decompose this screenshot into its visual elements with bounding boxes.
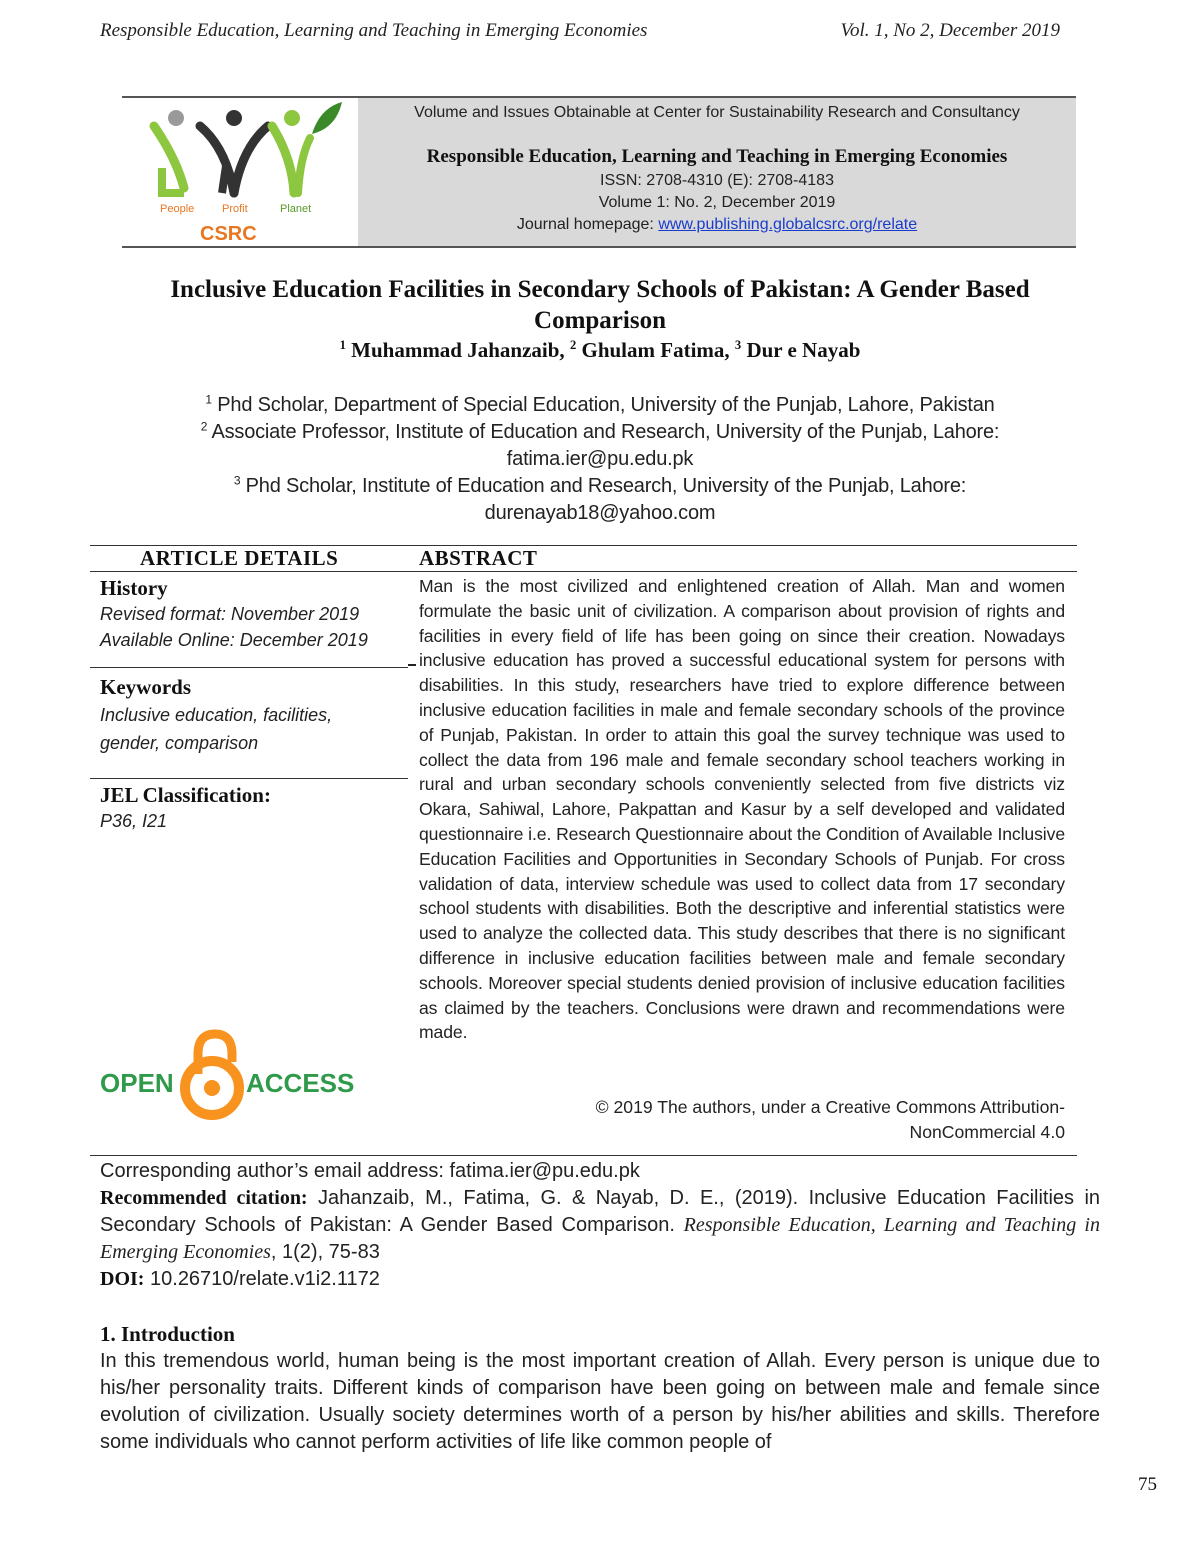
license-notice	[419, 1095, 1065, 1145]
author-number: 1	[339, 338, 346, 352]
affiliations	[110, 392, 1090, 527]
author-name: Muhammad Jahanzaib,	[351, 338, 565, 362]
jel-label: JEL Classification:	[100, 783, 271, 807]
doi-value[interactable]: 10.26710/relate.v1i2.1172	[144, 1268, 380, 1290]
license-line: © 2019 The authors, under a Creative Commons Attribution-	[595, 1097, 1065, 1117]
citation-journal: Responsible Education, Learning and Teaching in Emerging Economies	[100, 1214, 1100, 1263]
masthead-journal-title: Responsible Education, Learning and Teaching in Emerging Economies	[426, 146, 1008, 167]
running-header-journal: Responsible Education, Learning and Teaching in Emerging Economies	[100, 20, 648, 41]
running-header-volume: Vol. 1, No 2, December 2019	[840, 20, 1060, 41]
affiliation-text: Associate Professor, Institute of Education and Research, University of the Punjab, Lahore:	[211, 421, 1000, 443]
citation-label: Recommended citation:	[100, 1187, 308, 1209]
affiliation-email[interactable]: durenayab18@yahoo.com	[484, 502, 716, 524]
access-label: ACCESS	[246, 1068, 355, 1098]
affiliation-text: Phd Scholar, Department of Special Education, University of the Punjab, Lahore, Pakistan	[217, 394, 995, 416]
masthead-info	[358, 98, 1076, 246]
keywords-line: gender, comparison	[100, 733, 259, 753]
affiliation	[110, 419, 1090, 446]
history-label: History	[100, 576, 168, 600]
logo-word-profit: Profit	[222, 203, 248, 215]
logo-word-planet: Planet	[280, 203, 312, 215]
article-title: Inclusive Education Facilities in Secondary Schools of Pakistan: A Gender Based Comparison	[170, 276, 1030, 334]
jel-section	[100, 782, 405, 834]
author-name: Ghulam Fatima,	[581, 338, 730, 362]
logo-word-people: People	[160, 203, 195, 215]
citation-pages: , 1(2), 75-83	[270, 1241, 380, 1263]
homepage-link[interactable]: www.publishing.globalcsrc.org/relate	[658, 216, 918, 233]
keywords-line: Inclusive education, facilities,	[100, 705, 333, 725]
page-number: 75	[1138, 1474, 1157, 1495]
affiliation-email[interactable]: fatima.ier@pu.edu.pk	[506, 448, 694, 470]
history-section	[100, 575, 405, 653]
running-header	[100, 20, 1060, 42]
corresponding-author	[100, 1158, 1100, 1185]
jel-codes: P36, I21	[100, 811, 168, 831]
masthead-issn: ISSN: 2708-4310 (E): 2708-4183	[600, 172, 834, 189]
doi-label: DOI:	[100, 1268, 145, 1290]
article-details-heading: ARTICLE DETAILS	[140, 546, 339, 570]
leaf-icon	[312, 102, 342, 134]
abstract-heading: ABSTRACT	[419, 546, 538, 570]
affiliation	[110, 473, 1090, 500]
affiliation-number: 2	[200, 419, 208, 434]
revised-date: Revised format: November 2019	[100, 604, 360, 624]
masthead-homepage	[358, 216, 1076, 234]
homepage-label: Journal homepage:	[516, 216, 659, 233]
online-date: Available Online: December 2019	[100, 630, 368, 650]
logo-head-icon	[226, 110, 242, 126]
journal-masthead	[122, 96, 1076, 248]
license-line: NonCommercial 4.0	[909, 1121, 1065, 1142]
affiliation-number: 3	[233, 473, 241, 488]
abstract-text: Man is the most civilized and enlightened creation of Allah. Man and women formulate the basic unit of civilization. A comparison about provision of rights and facilities in every field of life has been going on since their creation. Nowadays inclusive education has proved a successful educational system for persons with disabilities. In this study, researchers have tried to explore difference between inclusive education facilities in male and female secondary schools of the province of Punjab, Pakistan. In order to attain this goal the survey technique was used to collect the data from 196 male and female secondary school teachers working in rural and urban secondary schools conveniently selected from five districts viz Okara, Sahiwal, Lahore, Pakpattan and Kasur by a self developed and validated questionnaire i.e. Research Questionnaire about the Condition of Available Inclusive Education Facilities and Opportunities in Secondary Schools of Punjab. For cross validation of data, interview schedule was used to collect data from 17 secondary school students with disabilities. Both the descriptive and inferential statistics were used to analyze the collected data. This study describes that there is no significant difference in inclusive education facilities between male and female secondary schools. Moreover special students denied provision of inclusive education facilities as claimed by the teachers. Conclusions were drawn and recommendations were made.	[419, 576, 1065, 1043]
recommended-citation	[100, 1185, 1100, 1266]
keywords-label: Keywords	[100, 675, 191, 699]
author-number: 2	[569, 338, 577, 352]
affiliation-number: 1	[205, 392, 212, 407]
csrc-logo	[122, 98, 356, 246]
affiliation	[110, 392, 1090, 419]
logo-acronym: CSRC	[200, 223, 257, 245]
doi	[100, 1266, 1100, 1293]
logo-head-icon	[284, 110, 300, 126]
open-label: OPEN	[100, 1068, 174, 1098]
keywords-section	[100, 674, 405, 757]
introduction-heading: 1. Introduction	[100, 1322, 235, 1346]
masthead-availability: Volume and Issues Obtainable at Center for Sustainability Research and Consultancy	[414, 104, 1020, 121]
open-access-logo	[100, 1026, 360, 1126]
introduction-text: In this tremendous world, human being is the most important creation of Allah. Every person is unique due to his/her personality traits. Different kinds of comparison have been going on between male and female since evolution of civilization. Usually society determines worth of a person by his/her abilities and skills. Therefore some individuals who cannot perform activities of life like common people of	[100, 1350, 1100, 1453]
author-name: Dur e Nayab	[746, 338, 861, 362]
divider	[90, 778, 408, 779]
divider	[408, 664, 416, 666]
open-lock-icon	[185, 1034, 239, 1115]
divider	[90, 571, 1077, 572]
citation-block	[100, 1158, 1100, 1293]
logo-head-icon	[168, 110, 184, 126]
affiliation-text: Phd Scholar, Institute of Education and Research, University of the Punjab, Lahore:	[245, 475, 967, 497]
author-number: 3	[734, 338, 742, 352]
divider	[90, 1155, 1077, 1156]
masthead-issue: Volume 1: No. 2, December 2019	[598, 194, 836, 211]
corresponding-label: Corresponding author’s email address:	[100, 1160, 450, 1182]
citation-text: Jahanzaib, M., Fatima, G. & Nayab, D. E., (2019). Inclusive Education Facilities in Secondary Schools of Pakistan: A Gender Based Comparison.	[100, 1187, 1101, 1236]
divider	[90, 667, 408, 668]
author-list	[110, 338, 1090, 363]
corresponding-email[interactable]: fatima.ier@pu.edu.pk	[449, 1160, 640, 1182]
